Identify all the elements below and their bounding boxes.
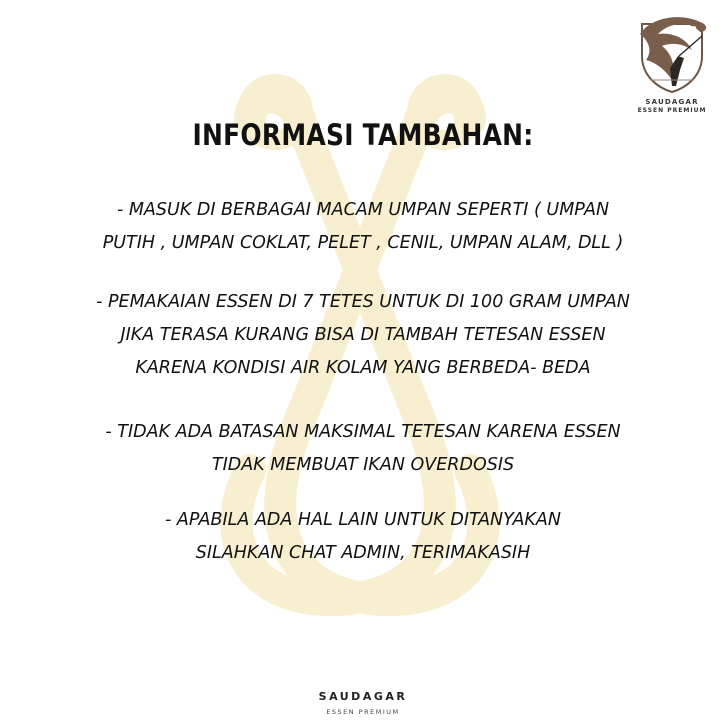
- paragraph-line: - TIDAK ADA BATASAN MAKSIMAL TETESAN KARENA ESSEN: [105, 422, 621, 442]
- paragraph-line: - PEMAKAIAN ESSEN DI 7 TETES UNTUK DI 100 GRAM UMPAN: [96, 292, 630, 312]
- logo-brand-subtitle: ESSEN PREMIUM: [637, 107, 707, 114]
- paragraph-line: JIKA TERASA KURANG BISA DI TAMBAH TETESAN ESSEN: [120, 325, 606, 345]
- info-paragraph-4: [40, 504, 686, 570]
- paragraph-line: SILAHKAN CHAT ADMIN, TERIMAKASIH: [195, 543, 531, 563]
- paragraph-line: TIDAK MEMBUAT IKAN OVERDOSIS: [211, 455, 515, 475]
- info-paragraph-3: [40, 416, 686, 482]
- logo-brand-name: SAUDAGAR: [645, 98, 699, 106]
- fish-shield-icon: [632, 10, 712, 94]
- info-paragraph-1: [40, 194, 686, 260]
- paragraph-line: - MASUK DI BERBAGAI MACAM UMPAN SEPERTI ( UMPAN: [116, 200, 610, 220]
- brand-logo: [624, 10, 720, 122]
- paragraph-line: PUTIH , UMPAN COKLAT, PELET , CENIL, UMPAN ALAM, DLL ): [102, 233, 624, 253]
- footer-brand-subtitle: ESSEN PREMIUM: [326, 708, 400, 716]
- paragraph-line: KARENA KONDISI AIR KOLAM YANG BERBEDA- BEDA: [135, 358, 591, 378]
- footer-brand-name: SAUDAGAR: [318, 690, 408, 703]
- info-paragraph-2: [40, 286, 686, 385]
- paragraph-line: - APABILA ADA HAL LAIN UNTUK DITANYAKAN: [165, 510, 561, 530]
- page-title: INFORMASI TAMBAHAN:: [192, 118, 534, 152]
